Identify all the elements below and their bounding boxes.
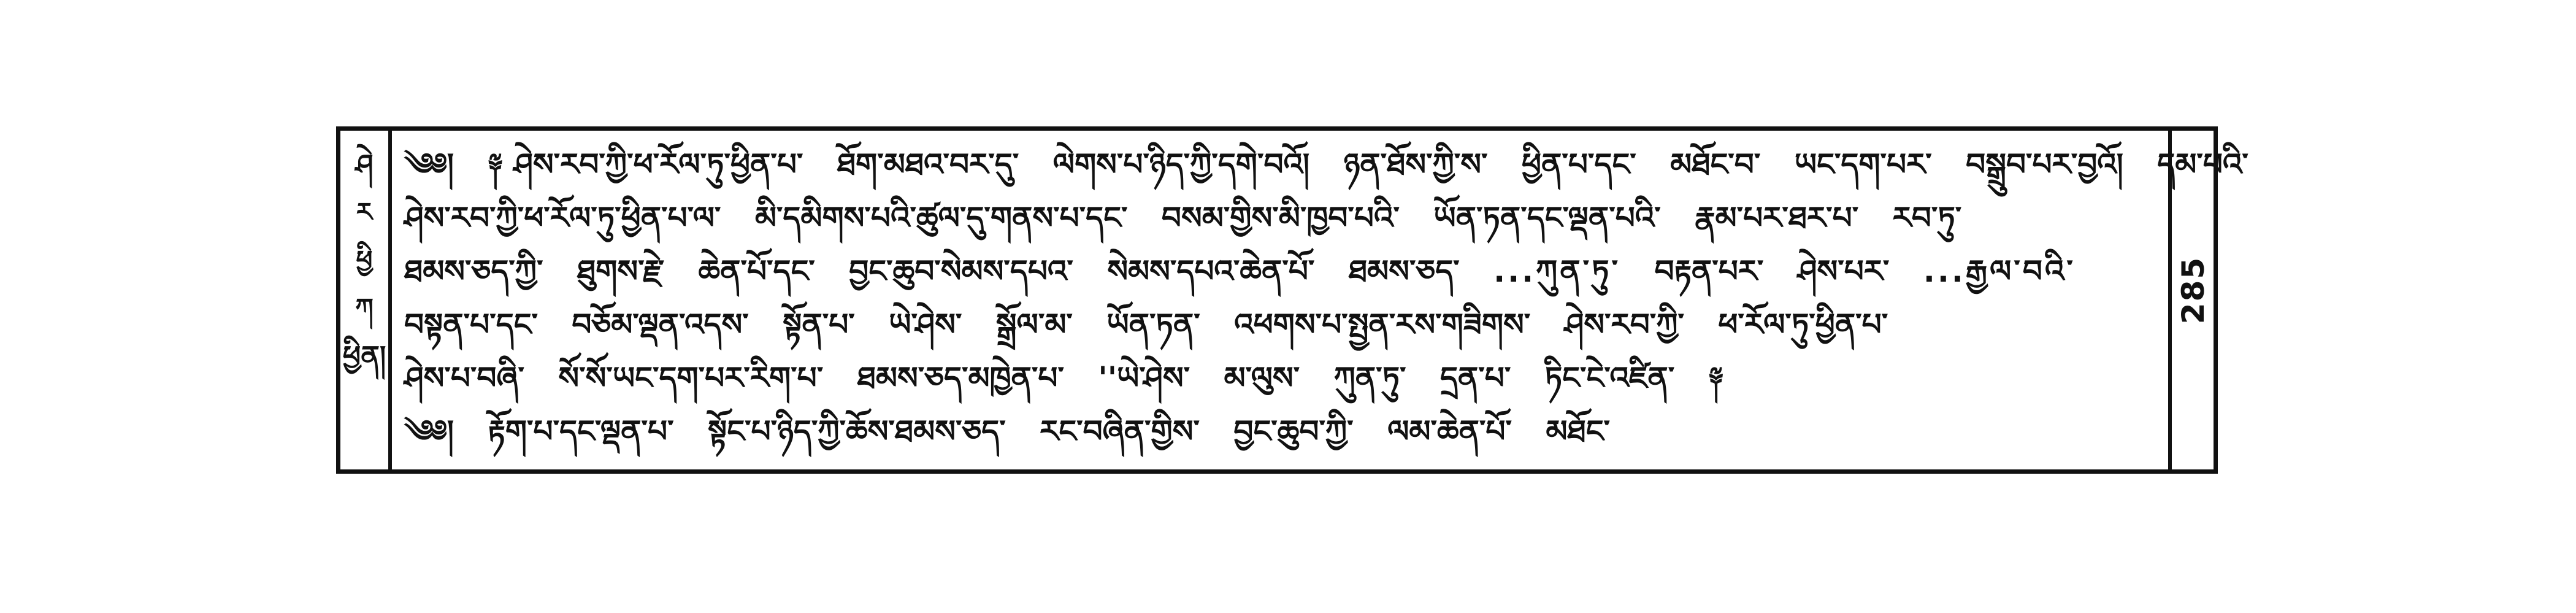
text-segment: ༈ ཤེས་རབ་ཀྱི་ཕ་རོལ་ཏུ་ཕྱིན་པ་ [488, 147, 803, 182]
text-segment: བསྒྲུབ་པར་བྱའོ། [1966, 147, 2123, 182]
text-line [404, 245, 2155, 298]
text-segment: སེམས་དཔའ་ཆེན་པོ་ [1107, 253, 1315, 289]
left-margin-label: ཤེ [355, 148, 374, 181]
text-segment: ...ཀུན་ཏུ་ [1493, 253, 1621, 289]
text-segment: བསྟན་པ་དང་ [404, 307, 538, 342]
text-segment: ཕྱིན་པ་དང་ [1521, 147, 1636, 182]
right-margin [2168, 131, 2214, 469]
left-margin-label: ཕྱི [356, 245, 373, 275]
text-segment: རྟོག་པ་དང་ལྡན་པ་ [488, 414, 674, 449]
text-line [404, 298, 2155, 352]
left-margin-label: ར [356, 197, 373, 227]
text-segment: ཤེས་རབ་ཀྱི་ཕ་རོལ་ཏུ་ཕྱིན་པ་ལ་ [404, 200, 721, 236]
left-margin-label: ཕྱིན། [342, 339, 386, 372]
text-line [404, 352, 2155, 405]
text-segment: རང་བཞིན་གྱིས་ [1040, 414, 1200, 449]
text-segment: ཕ་རོལ་ཏུ་ཕྱིན་པ་ [1718, 307, 1888, 342]
text-line [404, 191, 2155, 245]
text-segment: ཐམས་ཅད་ [1348, 253, 1460, 289]
text-segment: ༄༅། [404, 414, 454, 449]
text-segment: ཤེས་པ་བཞི་ [404, 360, 524, 396]
text-segment: ཉན་ཐོས་ཀྱི་ས་ [1343, 147, 1488, 182]
page-frame [336, 126, 2248, 474]
text-segment: དྲན་པ་ [1439, 360, 1511, 396]
text-segment: ལེགས་པ་ཉིད་ཀྱི་དགེ་བའོ། [1052, 147, 1310, 182]
text-segment: ༄༅། [404, 147, 454, 182]
text-segment: ''ཡེ་ཤེས་ [1098, 360, 1190, 396]
text-segment: བཅོམ་ལྡན་འདས་ [572, 307, 749, 342]
text-segment: ཡོན་ཏན་ [1106, 307, 1200, 342]
text-segment: རབ་ཏུ་ [1892, 200, 1962, 236]
text-segment: མཐོང་བ་ [1670, 147, 1761, 182]
text-segment: ཡོན་ཏན་དང་ལྡན་པའི་ [1433, 200, 1661, 236]
text-segment: བྱང་ཆུབ་ཀྱི་ [1233, 414, 1354, 449]
text-segment: ཆེན་པོ་དང་ [698, 253, 815, 289]
text-segment: ༈ [1708, 360, 1724, 396]
text-line [404, 405, 2155, 458]
text-segment: ཐུགས་རྗེ་ [577, 253, 665, 289]
text-segment: སྒྲོལ་མ་ [995, 307, 1073, 342]
text-segment: ལམ་ཆེན་པོ་ [1387, 414, 1512, 449]
text-line [404, 138, 2248, 191]
text-segment: ཡེ་ཤེས་ [889, 307, 962, 342]
text-segment: རྣམ་པར་ཐར་པ་ [1695, 200, 1859, 236]
text-segment: དམ་པའི་ [2157, 147, 2248, 182]
text-segment: མཐོང་ [1546, 414, 1611, 449]
text-segment: མ་ལུས་ [1224, 360, 1300, 396]
text-segment: བསམ་གྱིས་མི་ཁྱབ་པའི་ [1161, 200, 1400, 236]
folio-label: 285 [2175, 256, 2211, 325]
text-segment: ཐམས་ཅད་མཁྱེན་པ་ [857, 360, 1064, 396]
text-segment: སོ་སོ་ཡང་དག་པར་རིག་པ་ [558, 360, 824, 396]
text-segment: ཤེས་པར་ [1797, 253, 1890, 289]
text-segment: སྟོན་པ་ [783, 307, 855, 342]
folio-number [2175, 256, 2211, 325]
text-segment: ཏིང་ངེ་འཛིན་ [1544, 360, 1675, 396]
text-segment: ཐོག་མཐའ་བར་དུ་ [837, 147, 1019, 182]
text-segment: ཐམས་ཅད་ཀྱི་ [404, 253, 543, 289]
text-segment: ཤེས་རབ་ཀྱི་ [1564, 307, 1684, 342]
text-segment: བྱང་ཆུབ་སེམས་དཔའ་ [849, 253, 1073, 289]
text-segment: ཀུན་ཏུ་ [1333, 360, 1406, 396]
text-segment: བརྟན་པར་ [1654, 253, 1764, 289]
left-margin-label: ཀ [355, 293, 374, 323]
text-segment: ཡང་དག་པར་ [1794, 147, 1932, 182]
text-segment: སྟོང་པ་ཉིད་ཀྱི་ཆོས་ཐམས་ཅད་ [708, 414, 1006, 449]
text-segment: མི་དམིགས་པའི་ཚུལ་དུ་གནས་པ་དང་ [754, 200, 1128, 236]
text-segment: ...རྒྱལ་བའི་ [1923, 253, 2076, 289]
text-segment: འཕགས་པ་སྤྱན་རས་གཟིགས་ [1234, 307, 1531, 342]
left-margin [340, 131, 392, 469]
